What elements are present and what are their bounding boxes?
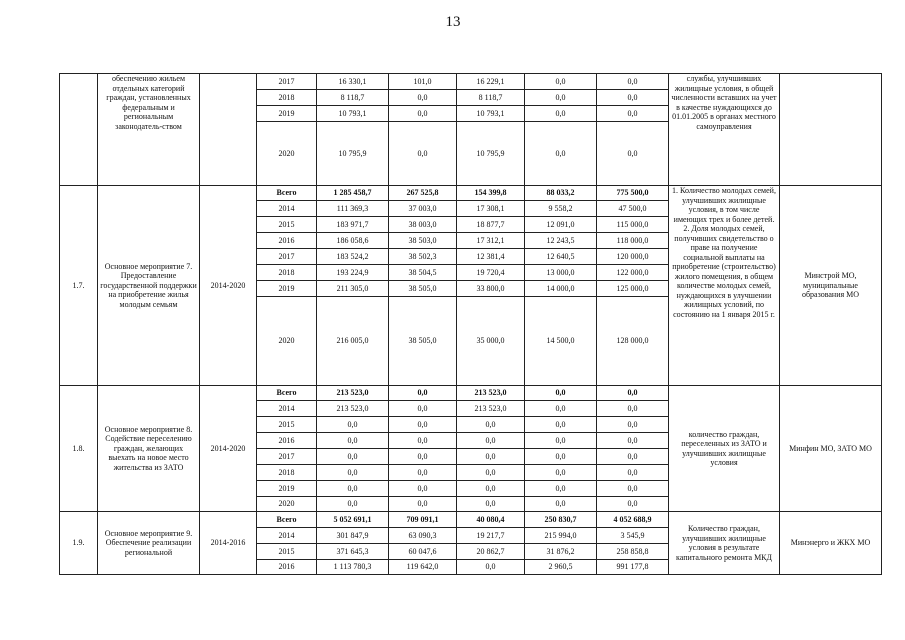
value-cell: 17 308,1 — [457, 201, 525, 217]
value-cell: 33 800,0 — [457, 281, 525, 297]
value-cell: 0,0 — [389, 465, 457, 481]
year-cell: 2015 — [257, 544, 317, 560]
table-row — [60, 74, 882, 90]
total-cell: 10 795,9 — [317, 122, 389, 186]
year-cell: 2018 — [257, 90, 317, 106]
table-row — [60, 386, 882, 401]
year-cell: 2015 — [257, 417, 317, 433]
value-cell: 10 793,1 — [457, 106, 525, 122]
value-cell: 250 830,7 — [525, 512, 597, 528]
year-cell: 2017 — [257, 74, 317, 90]
value-cell: 0,0 — [525, 90, 597, 106]
total-cell: 0,0 — [317, 449, 389, 465]
value-cell: 0,0 — [597, 449, 669, 465]
value-cell: 258 858,8 — [597, 544, 669, 560]
item-number: 1.8. — [60, 386, 98, 512]
total-cell: 5 052 691,1 — [317, 512, 389, 528]
year-cell: Всего — [257, 512, 317, 528]
value-cell: 0,0 — [597, 90, 669, 106]
item-name: Основное мероприятие 9. Обеспечение реализации региональной — [98, 512, 200, 575]
value-cell: 213 523,0 — [457, 401, 525, 417]
total-cell: 8 118,7 — [317, 90, 389, 106]
value-cell: 0,0 — [597, 74, 669, 90]
value-cell: 38 503,0 — [389, 233, 457, 249]
item-period — [200, 74, 257, 186]
value-cell: 0,0 — [525, 417, 597, 433]
year-cell: 2019 — [257, 106, 317, 122]
value-cell: 17 312,1 — [457, 233, 525, 249]
year-cell: 2019 — [257, 281, 317, 297]
total-cell: 183 971,7 — [317, 217, 389, 233]
total-cell: 1 113 780,3 — [317, 560, 389, 575]
value-cell: 215 994,0 — [525, 528, 597, 544]
value-cell: 0,0 — [389, 106, 457, 122]
item-name: Основное мероприятие 7. Предоставление государственной поддержки на приобретение жилья молодым семьям — [98, 186, 200, 386]
item-period: 2014-2020 — [200, 386, 257, 512]
value-cell: 125 000,0 — [597, 281, 669, 297]
total-cell: 10 793,1 — [317, 106, 389, 122]
value-cell: 35 000,0 — [457, 297, 525, 386]
year-cell: 2014 — [257, 528, 317, 544]
year-cell: 2018 — [257, 465, 317, 481]
total-cell: 211 305,0 — [317, 281, 389, 297]
value-cell: 0,0 — [525, 122, 597, 186]
total-cell: 0,0 — [317, 497, 389, 512]
total-cell: 16 330,1 — [317, 74, 389, 90]
value-cell: 8 118,7 — [457, 90, 525, 106]
value-cell: 47 500,0 — [597, 201, 669, 217]
year-cell: 2020 — [257, 122, 317, 186]
value-cell: 14 500,0 — [525, 297, 597, 386]
total-cell: 186 058,6 — [317, 233, 389, 249]
value-cell: 0,0 — [525, 465, 597, 481]
value-cell: 0,0 — [597, 401, 669, 417]
value-cell: 38 505,0 — [389, 281, 457, 297]
value-cell: 0,0 — [525, 433, 597, 449]
value-cell: 0,0 — [389, 417, 457, 433]
table-row — [60, 512, 882, 528]
value-cell: 0,0 — [457, 497, 525, 512]
year-cell: 2016 — [257, 560, 317, 575]
value-cell: 709 091,1 — [389, 512, 457, 528]
total-cell: 213 523,0 — [317, 401, 389, 417]
total-cell: 371 645,3 — [317, 544, 389, 560]
value-cell: 0,0 — [597, 386, 669, 401]
value-cell: 267 525,8 — [389, 186, 457, 201]
program-table-body — [60, 74, 882, 575]
year-cell: 2016 — [257, 233, 317, 249]
year-cell: Всего — [257, 386, 317, 401]
value-cell: 0,0 — [525, 401, 597, 417]
value-cell: 0,0 — [389, 122, 457, 186]
value-cell: 0,0 — [389, 401, 457, 417]
year-cell: 2020 — [257, 497, 317, 512]
total-cell: 1 285 458,7 — [317, 186, 389, 201]
value-cell: 37 003,0 — [389, 201, 457, 217]
indicator-text: службы, улучшивших жилищные условия, в общей численности вставших на учет в качестве нуждающихся до 01.01.2005 в органах местного самоуправления — [669, 74, 780, 186]
value-cell: 38 505,0 — [389, 297, 457, 386]
value-cell: 0,0 — [389, 433, 457, 449]
item-name: обеспечению жильем отдельных категорий граждан, установленных федеральным и региональным законодатель-ством — [98, 74, 200, 186]
value-cell: 12 381,4 — [457, 249, 525, 265]
item-name: Основное мероприятие 8. Содействие переселению граждан, желающих выехать на новое место жительства из ЗАТО — [98, 386, 200, 512]
value-cell: 3 545,9 — [597, 528, 669, 544]
value-cell: 0,0 — [457, 465, 525, 481]
year-cell: 2015 — [257, 217, 317, 233]
item-number: 1.7. — [60, 186, 98, 386]
item-period: 2014-2016 — [200, 512, 257, 575]
value-cell: 12 091,0 — [525, 217, 597, 233]
value-cell: 19 720,4 — [457, 265, 525, 281]
year-cell: 2020 — [257, 297, 317, 386]
total-cell: 0,0 — [317, 433, 389, 449]
value-cell: 0,0 — [597, 106, 669, 122]
value-cell: 0,0 — [525, 497, 597, 512]
table-row — [60, 186, 882, 201]
indicator-text: Количество граждан, улучшивших жилищные условия в результате капитального ремонта МКД — [669, 512, 780, 575]
value-cell: 0,0 — [597, 433, 669, 449]
value-cell: 38 502,3 — [389, 249, 457, 265]
value-cell: 20 862,7 — [457, 544, 525, 560]
value-cell: 0,0 — [525, 449, 597, 465]
responsible-text: Минфин МО, ЗАТО МО — [780, 386, 882, 512]
value-cell: 775 500,0 — [597, 186, 669, 201]
value-cell: 0,0 — [389, 497, 457, 512]
year-cell: 2018 — [257, 265, 317, 281]
responsible-text: Минэнерго и ЖКХ МО — [780, 512, 882, 575]
value-cell: 0,0 — [389, 386, 457, 401]
total-cell: 0,0 — [317, 465, 389, 481]
value-cell: 0,0 — [597, 497, 669, 512]
value-cell: 0,0 — [597, 122, 669, 186]
value-cell: 31 876,2 — [525, 544, 597, 560]
year-cell: 2019 — [257, 481, 317, 497]
value-cell: 0,0 — [457, 417, 525, 433]
responsible-text — [780, 74, 882, 186]
indicator-text: количество граждан, переселенных из ЗАТО и улучшивших жилищные условия — [669, 386, 780, 512]
value-cell: 0,0 — [525, 106, 597, 122]
total-cell: 183 524,2 — [317, 249, 389, 265]
value-cell: 0,0 — [457, 433, 525, 449]
value-cell: 154 399,8 — [457, 186, 525, 201]
total-cell: 0,0 — [317, 417, 389, 433]
value-cell: 0,0 — [525, 74, 597, 90]
total-cell: 193 224,9 — [317, 265, 389, 281]
value-cell: 14 000,0 — [525, 281, 597, 297]
year-cell: 2016 — [257, 433, 317, 449]
value-cell: 991 177,8 — [597, 560, 669, 575]
year-cell: 2017 — [257, 449, 317, 465]
value-cell: 120 000,0 — [597, 249, 669, 265]
value-cell: 16 229,1 — [457, 74, 525, 90]
value-cell: 101,0 — [389, 74, 457, 90]
value-cell: 122 000,0 — [597, 265, 669, 281]
value-cell: 119 642,0 — [389, 560, 457, 575]
value-cell: 12 640,5 — [525, 249, 597, 265]
page-number: 13 — [445, 14, 461, 30]
year-cell: 2014 — [257, 201, 317, 217]
value-cell: 38 504,5 — [389, 265, 457, 281]
value-cell: 0,0 — [525, 386, 597, 401]
item-period: 2014-2020 — [200, 186, 257, 386]
value-cell: 0,0 — [389, 481, 457, 497]
item-number — [60, 74, 98, 186]
item-number: 1.9. — [60, 512, 98, 575]
value-cell: 60 047,6 — [389, 544, 457, 560]
value-cell: 0,0 — [597, 481, 669, 497]
value-cell: 38 003,0 — [389, 217, 457, 233]
value-cell: 118 000,0 — [597, 233, 669, 249]
value-cell: 115 000,0 — [597, 217, 669, 233]
value-cell: 12 243,5 — [525, 233, 597, 249]
value-cell: 63 090,3 — [389, 528, 457, 544]
value-cell: 0,0 — [457, 481, 525, 497]
value-cell: 19 217,7 — [457, 528, 525, 544]
responsible-text: Минстрой МО, муниципальные образования МО — [780, 186, 882, 386]
year-cell: 2017 — [257, 249, 317, 265]
total-cell: 0,0 — [317, 481, 389, 497]
value-cell: 13 000,0 — [525, 265, 597, 281]
value-cell: 9 558,2 — [525, 201, 597, 217]
total-cell: 301 847,9 — [317, 528, 389, 544]
value-cell: 0,0 — [525, 481, 597, 497]
total-cell: 111 369,3 — [317, 201, 389, 217]
value-cell: 0,0 — [389, 90, 457, 106]
value-cell: 40 080,4 — [457, 512, 525, 528]
value-cell: 0,0 — [597, 417, 669, 433]
value-cell: 128 000,0 — [597, 297, 669, 386]
program-table — [59, 73, 882, 575]
value-cell: 0,0 — [597, 465, 669, 481]
value-cell: 88 033,2 — [525, 186, 597, 201]
value-cell: 213 523,0 — [457, 386, 525, 401]
total-cell: 216 005,0 — [317, 297, 389, 386]
value-cell: 0,0 — [457, 560, 525, 575]
value-cell: 0,0 — [389, 449, 457, 465]
year-cell: Всего — [257, 186, 317, 201]
value-cell: 0,0 — [457, 449, 525, 465]
total-cell: 213 523,0 — [317, 386, 389, 401]
indicator-text: 1. Количество молодых семей, улучшивших жилищные условия, в том числе имеющих трех и более детей. 2. Доля молодых семей, получивших свидетельство о праве на получение социальной выплаты на приобретение (строительство) жилого помещения, в общем количестве молодых семей, нуждающихся в улучшении жилищных условий, по состоянию на 1 января 2015 г. — [669, 186, 780, 386]
value-cell: 10 795,9 — [457, 122, 525, 186]
value-cell: 18 877,7 — [457, 217, 525, 233]
year-cell: 2014 — [257, 401, 317, 417]
value-cell: 4 052 688,9 — [597, 512, 669, 528]
value-cell: 2 960,5 — [525, 560, 597, 575]
